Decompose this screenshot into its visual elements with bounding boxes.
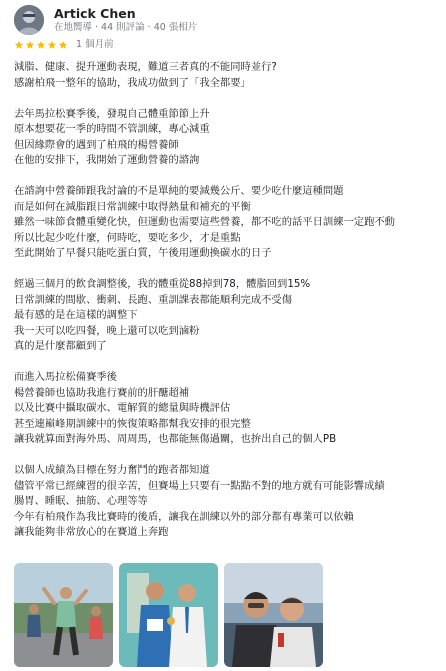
review-photo-1[interactable] [14, 563, 113, 667]
paragraph-gap [14, 169, 442, 185]
review-line: 腸胃、睡眠、抽筋、心理等等 [14, 495, 148, 507]
star-icon [47, 40, 57, 50]
review-photo-2[interactable] [119, 563, 218, 667]
review-line: 雖然一味節食體重變化快，但運動也需要這些營養，都不吃的話平日訓練一定跑不動 [14, 216, 395, 228]
review-line: 最有感的是在這樣的調整下 [14, 309, 138, 321]
paragraph-gap [14, 262, 442, 278]
review-line: 感謝柏飛一整年的協助，我成功做到了「我全都要」 [14, 76, 251, 89]
review-line: 日常訓練的間歇、衝刺、長跑、重訓課表都能順利完成不受傷 [14, 293, 293, 306]
review-line: 而是如何在減脂跟日常訓練中取得熱量和補充的平衡 [14, 200, 251, 213]
review-line: 原本想要花一季的時間不管訓練，專心減重 [14, 123, 210, 135]
review-line: 甚至連巔峰期訓練中的恢復策略都幫我安排的很完整 [14, 417, 251, 430]
review-line: 今年有柏飛作為我比賽時的後盾，讓我在訓練以外的部分都有專業可以依賴 [14, 510, 354, 523]
runner-with-dietitian-photo [119, 563, 218, 667]
review-header [14, 4, 197, 36]
review-line: 讓我就算面對海外馬、周周馬，也都能無傷過關，也拚出自己的個人PB [14, 433, 337, 445]
selfie-two-men-photo [224, 563, 323, 667]
review-line: 楊營養師也協助我進行賽前的肝醣超補 [14, 386, 190, 399]
rating-row [14, 39, 114, 51]
paragraph-gap [14, 91, 442, 107]
star-icon [58, 40, 68, 50]
reviewer-meta: 在地嚮導 · 44 則評論 · 40 張相片 [54, 22, 198, 33]
reviewer-info [54, 6, 197, 34]
star-icon [25, 40, 35, 50]
star-icon [14, 40, 24, 50]
review-photos [14, 563, 323, 667]
review-line: 而進入馬拉松備賽季後 [14, 371, 117, 383]
reviewer-name[interactable]: Artick Chen [54, 6, 136, 21]
review-date: 1 個月前 [76, 39, 114, 50]
review-line: 我一天可以吃四餐，晚上還可以吃到滷粉 [14, 324, 200, 337]
review-photo-3[interactable] [224, 563, 323, 667]
review-line: 在他的安排下，我開始了運動營養的諮詢 [14, 154, 200, 166]
review-line: 經過三個月的飲食調整後，我的體重從88掉到78，體脂回到15% [14, 278, 311, 290]
review-text [14, 60, 442, 541]
star-icon [36, 40, 46, 50]
paragraph-gap [14, 355, 442, 371]
star-rating [14, 40, 68, 50]
review-line: 真的是什麼都顧到了 [14, 340, 107, 352]
review-line: 以及比賽中攝取碳水、電解質的總量與時機評估 [14, 402, 231, 414]
review-line: 減脂、健康、提升運動表現，難道三者真的不能同時並行? [14, 61, 277, 73]
review-line: 去年馬拉松賽季後，發現自己體重節節上升 [14, 107, 210, 120]
review-line: 在諮詢中營養師跟我討論的不是單純的要減幾公斤、要少吃什麼這種問題 [14, 185, 344, 197]
review-line: 讓我能夠非常放心的在賽道上奔跑 [14, 526, 169, 538]
reviewer-avatar[interactable] [14, 5, 44, 35]
review-line: 但因緣際會的遇到了柏飛的楊營養師 [14, 138, 179, 151]
review-line: 儘管平常已經練習的很辛苦，但賽場上只要有一點點不對的地方就有可能影響成績 [14, 479, 385, 492]
review-line: 以個人成績為目標在努力奮鬥的跑者都知道 [14, 464, 210, 476]
review-line: 所以比起少吃什麼，何時吃，要吃多少，才是重點 [14, 231, 241, 244]
paragraph-gap [14, 448, 442, 464]
review-line: 至此開始了早餐只能吃蛋白質，午後用運動換碳水的日子 [14, 247, 272, 259]
marathon-runners-photo [14, 563, 113, 667]
